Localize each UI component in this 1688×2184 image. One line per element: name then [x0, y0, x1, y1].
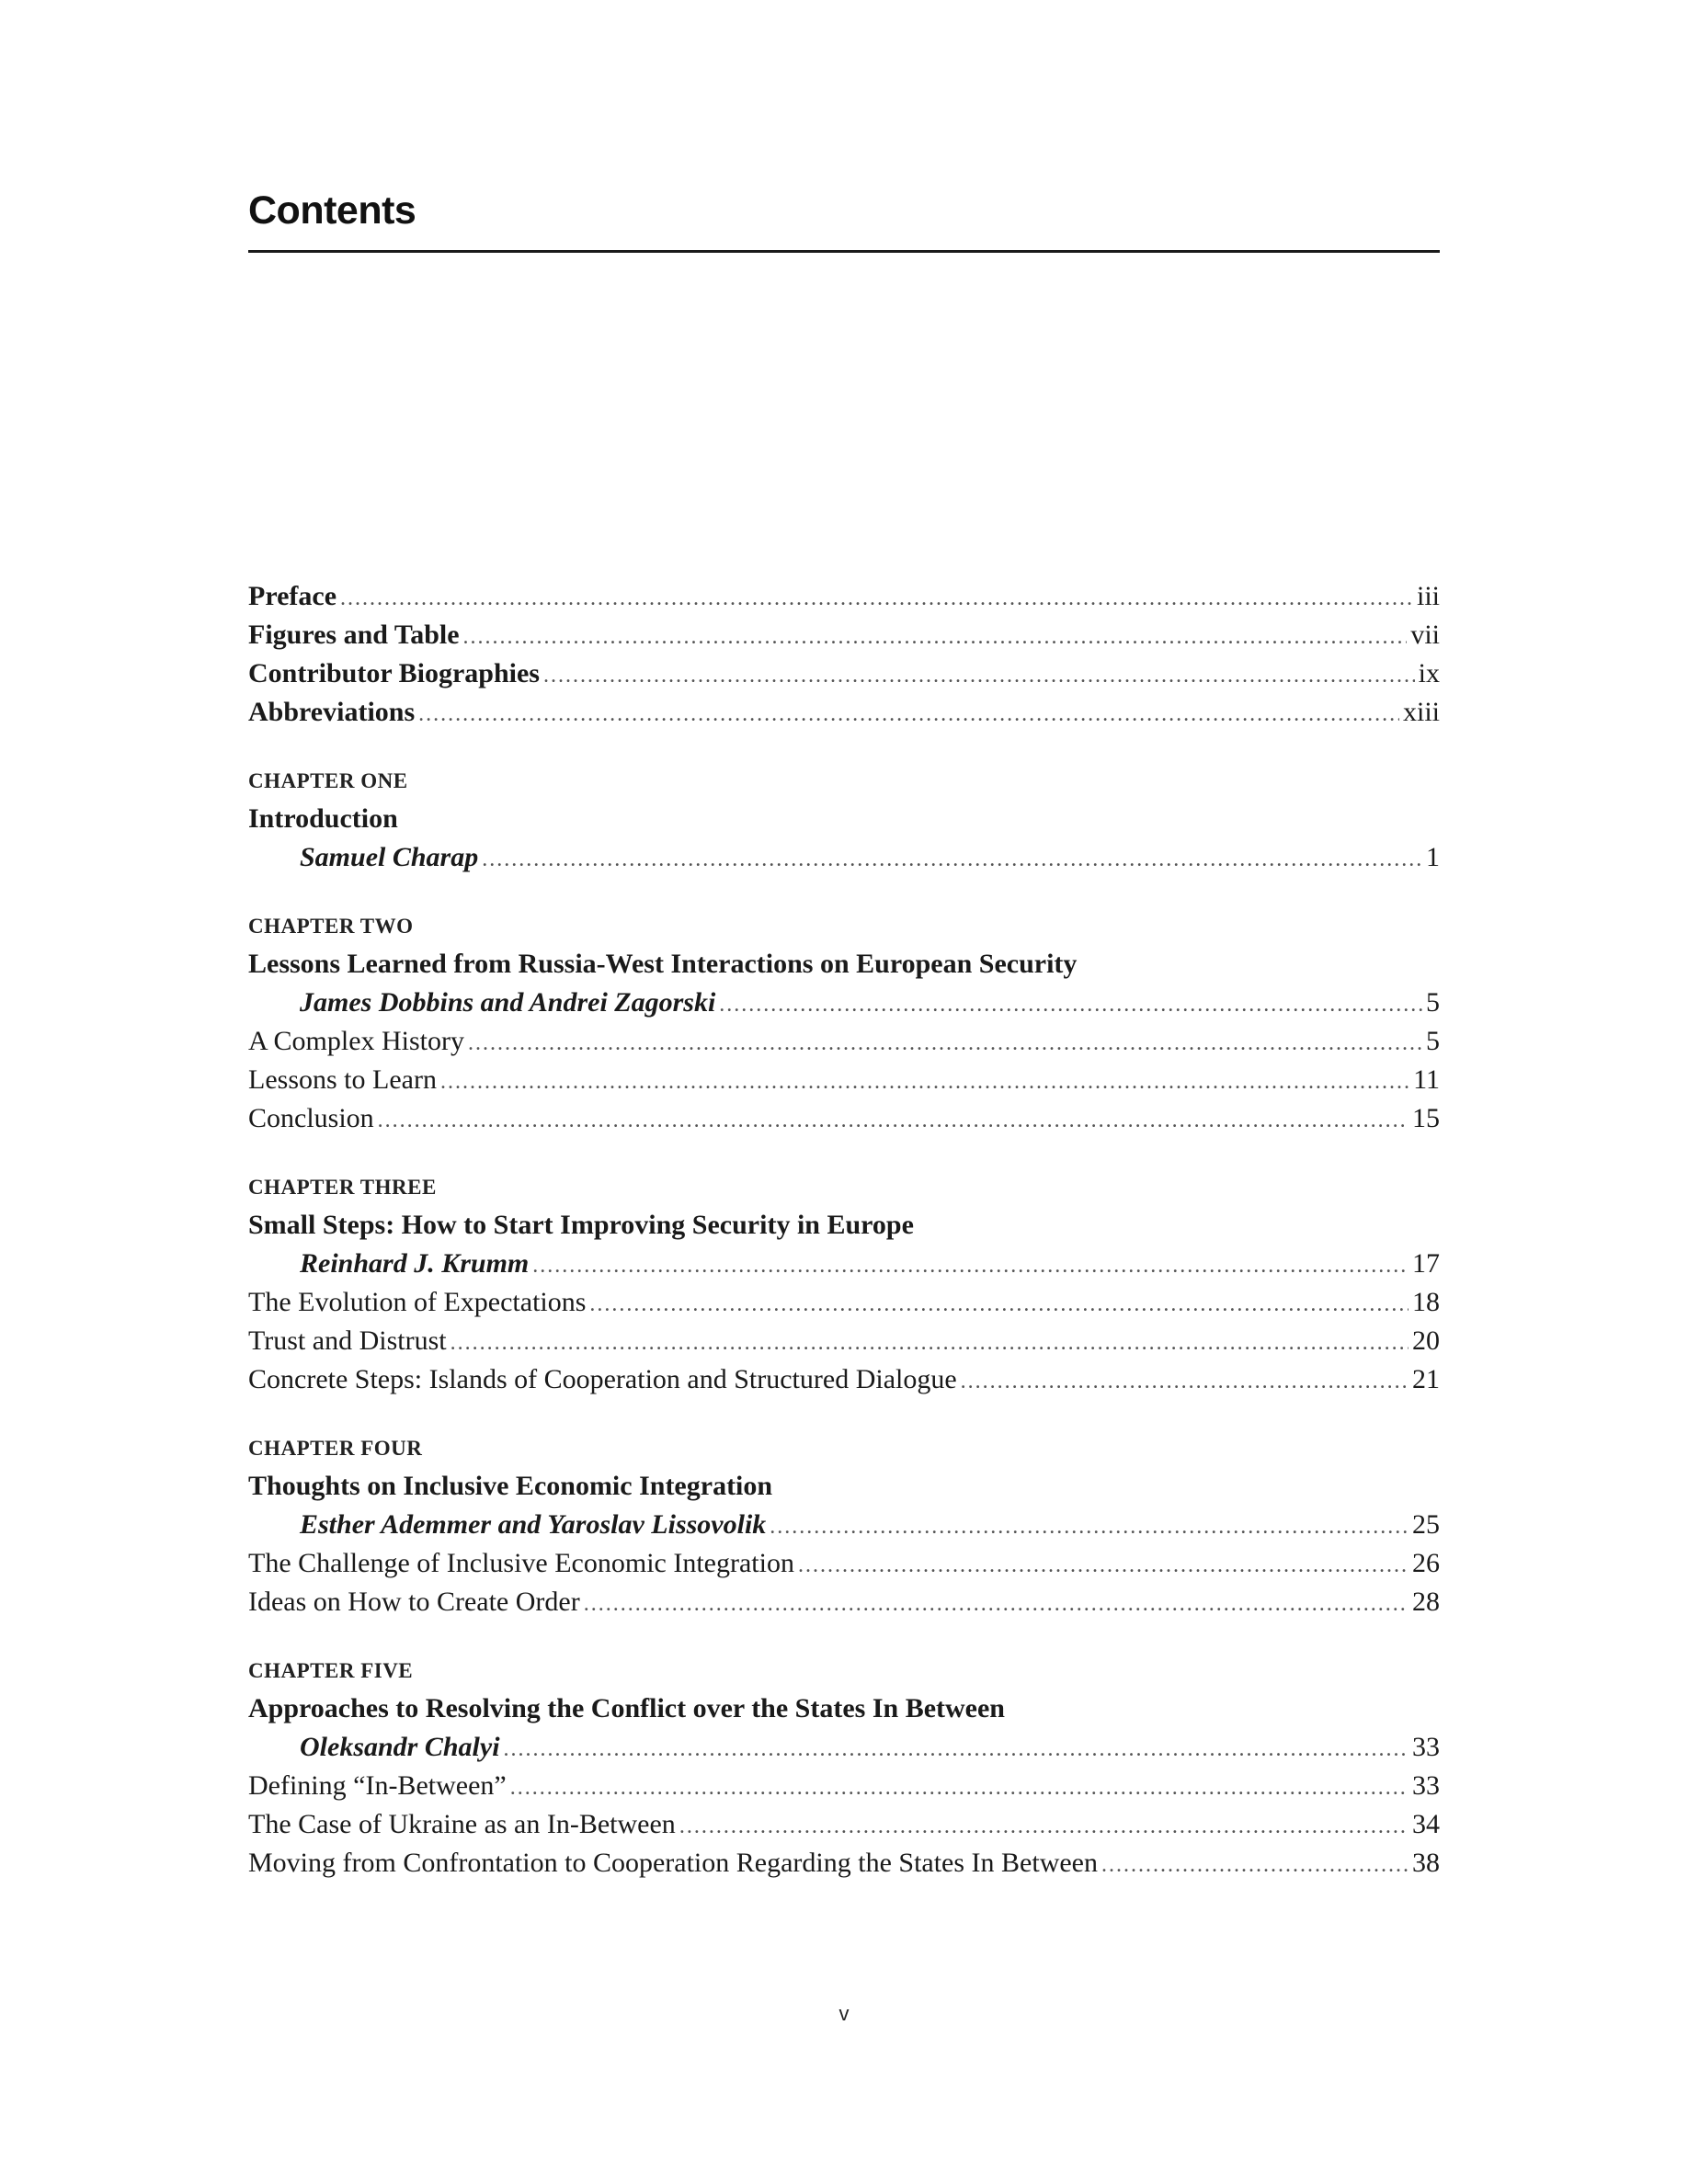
toc-entry-page: 38	[1412, 1848, 1440, 1878]
toc-section-entry[interactable]	[248, 1099, 1440, 1138]
chapter-author-entry[interactable]	[248, 984, 1440, 1022]
toc-entry-page: 21	[1412, 1364, 1440, 1394]
toc-entry-page: 33	[1412, 1732, 1440, 1762]
chapter-author-entry[interactable]	[248, 1506, 1440, 1544]
chapter-title[interactable]: Introduction	[248, 803, 398, 834]
toc-entry[interactable]	[248, 616, 1440, 654]
dot-leader	[418, 695, 1399, 734]
chapter-author: Oleksandr Chalyi	[300, 1732, 500, 1762]
dot-leader	[770, 1507, 1409, 1546]
toc-entry-title: The Case of Ukraine as an In-Between	[248, 1809, 676, 1839]
chapter-author-entry[interactable]	[248, 838, 1440, 877]
chapter-block	[248, 763, 1440, 877]
toc-entry[interactable]	[248, 577, 1440, 616]
page-title: Contents	[248, 188, 416, 233]
chapter-title[interactable]: Thoughts on Inclusive Economic Integration	[248, 1471, 773, 1501]
dot-leader	[468, 1024, 1422, 1063]
toc-entry-page: ix	[1418, 658, 1440, 688]
front-matter-list	[248, 577, 1440, 732]
toc-entry-title: Moving from Confrontation to Cooperation Regarding the States In Between	[248, 1848, 1098, 1878]
chapter-block	[248, 908, 1440, 1138]
toc-section-entry[interactable]	[248, 1061, 1440, 1099]
dot-leader	[482, 840, 1422, 879]
chapter-author: Reinhard J. Krumm	[300, 1248, 530, 1279]
toc-entry-title: Contributor Biographies	[248, 658, 540, 688]
toc-entry-title: Figures and Table	[248, 620, 460, 650]
table-of-contents	[248, 577, 1440, 1883]
chapter-block	[248, 1169, 1440, 1399]
toc-entry-title: Ideas on How to Create Order	[248, 1587, 580, 1617]
dot-leader	[463, 618, 1408, 656]
toc-entry-page: 34	[1412, 1809, 1440, 1839]
dot-leader	[504, 1730, 1409, 1769]
chapter-label: CHAPTER ONE	[248, 769, 408, 792]
toc-entry-page: 5	[1426, 987, 1440, 1018]
dot-leader	[589, 1285, 1409, 1324]
dot-leader	[719, 985, 1422, 1024]
toc-entry-page: 25	[1412, 1509, 1440, 1540]
toc-entry-page: 15	[1412, 1103, 1440, 1133]
toc-section-entry[interactable]	[248, 1583, 1440, 1621]
chapter-author-entry[interactable]	[248, 1728, 1440, 1767]
toc-entry-title: The Evolution of Expectations	[248, 1287, 587, 1317]
dot-leader	[798, 1546, 1409, 1585]
toc-section-entry[interactable]	[248, 1805, 1440, 1844]
toc-entry-page: 20	[1412, 1325, 1440, 1356]
chapter-label: CHAPTER TWO	[248, 915, 414, 938]
toc-entry-page: iii	[1416, 581, 1440, 611]
dot-leader	[543, 656, 1415, 695]
dot-leader	[679, 1807, 1409, 1846]
toc-entry-page: xiii	[1402, 697, 1440, 727]
chapter-block	[248, 1653, 1440, 1883]
toc-entry-title: Lessons to Learn	[248, 1064, 437, 1095]
toc-entry-title: The Challenge of Inclusive Economic Integration	[248, 1548, 794, 1578]
chapter-title[interactable]: Small Steps: How to Start Improving Security in Europe	[248, 1210, 914, 1240]
toc-entry-title: Trust and Distrust	[248, 1325, 447, 1356]
toc-section-entry[interactable]	[248, 1544, 1440, 1583]
toc-entry-page: 1	[1426, 842, 1440, 872]
toc-section-entry[interactable]	[248, 1283, 1440, 1322]
toc-entry-title: Preface	[248, 581, 337, 611]
toc-section-entry[interactable]	[248, 1767, 1440, 1805]
dot-leader	[532, 1246, 1409, 1285]
dot-leader	[378, 1101, 1409, 1140]
chapter-title[interactable]: Approaches to Resolving the Conflict over the States In Between	[248, 1693, 1005, 1723]
toc-entry-page: 18	[1412, 1287, 1440, 1317]
toc-entry[interactable]	[248, 693, 1440, 732]
toc-entry-page: 11	[1413, 1064, 1440, 1095]
page-number: v	[838, 2002, 850, 2025]
toc-entry-title: Defining “In-Between”	[248, 1770, 507, 1801]
chapter-title[interactable]: Lessons Learned from Russia-West Interactions on European Security	[248, 949, 1078, 979]
toc-entry-page: vii	[1410, 620, 1440, 650]
toc-section-entry[interactable]	[248, 1022, 1440, 1061]
chapter-author: James Dobbins and Andrei Zagorski	[300, 987, 716, 1018]
title-rule	[248, 250, 1440, 253]
chapter-block	[248, 1430, 1440, 1621]
toc-entry-page: 28	[1412, 1587, 1440, 1617]
toc-section-entry[interactable]	[248, 1360, 1440, 1399]
dot-leader	[340, 579, 1413, 618]
dot-leader	[584, 1585, 1409, 1623]
dot-leader	[510, 1769, 1409, 1807]
toc-entry-title: Abbreviations	[248, 697, 416, 727]
toc-entry-page: 17	[1412, 1248, 1440, 1279]
dot-leader	[1101, 1846, 1409, 1884]
toc-entry-title: A Complex History	[248, 1026, 465, 1056]
toc-section-entry[interactable]	[248, 1844, 1440, 1883]
toc-entry-title: Conclusion	[248, 1103, 374, 1133]
chapter-label: CHAPTER THREE	[248, 1176, 437, 1199]
dot-leader	[961, 1362, 1409, 1401]
toc-entry-page: 33	[1412, 1770, 1440, 1801]
dot-leader	[451, 1324, 1409, 1362]
toc-entry-page: 5	[1426, 1026, 1440, 1056]
toc-entry-title: Concrete Steps: Islands of Cooperation and Structured Dialogue	[248, 1364, 957, 1394]
toc-section-entry[interactable]	[248, 1322, 1440, 1360]
dot-leader	[440, 1063, 1409, 1101]
chapter-label: CHAPTER FIVE	[248, 1659, 414, 1682]
chapter-author-entry[interactable]	[248, 1245, 1440, 1283]
chapter-author: Esther Ademmer and Yaroslav Lissovolik	[300, 1509, 767, 1540]
chapter-author: Samuel Charap	[300, 842, 479, 872]
toc-entry-page: 26	[1412, 1548, 1440, 1578]
chapter-label: CHAPTER FOUR	[248, 1437, 423, 1460]
toc-entry[interactable]	[248, 654, 1440, 693]
